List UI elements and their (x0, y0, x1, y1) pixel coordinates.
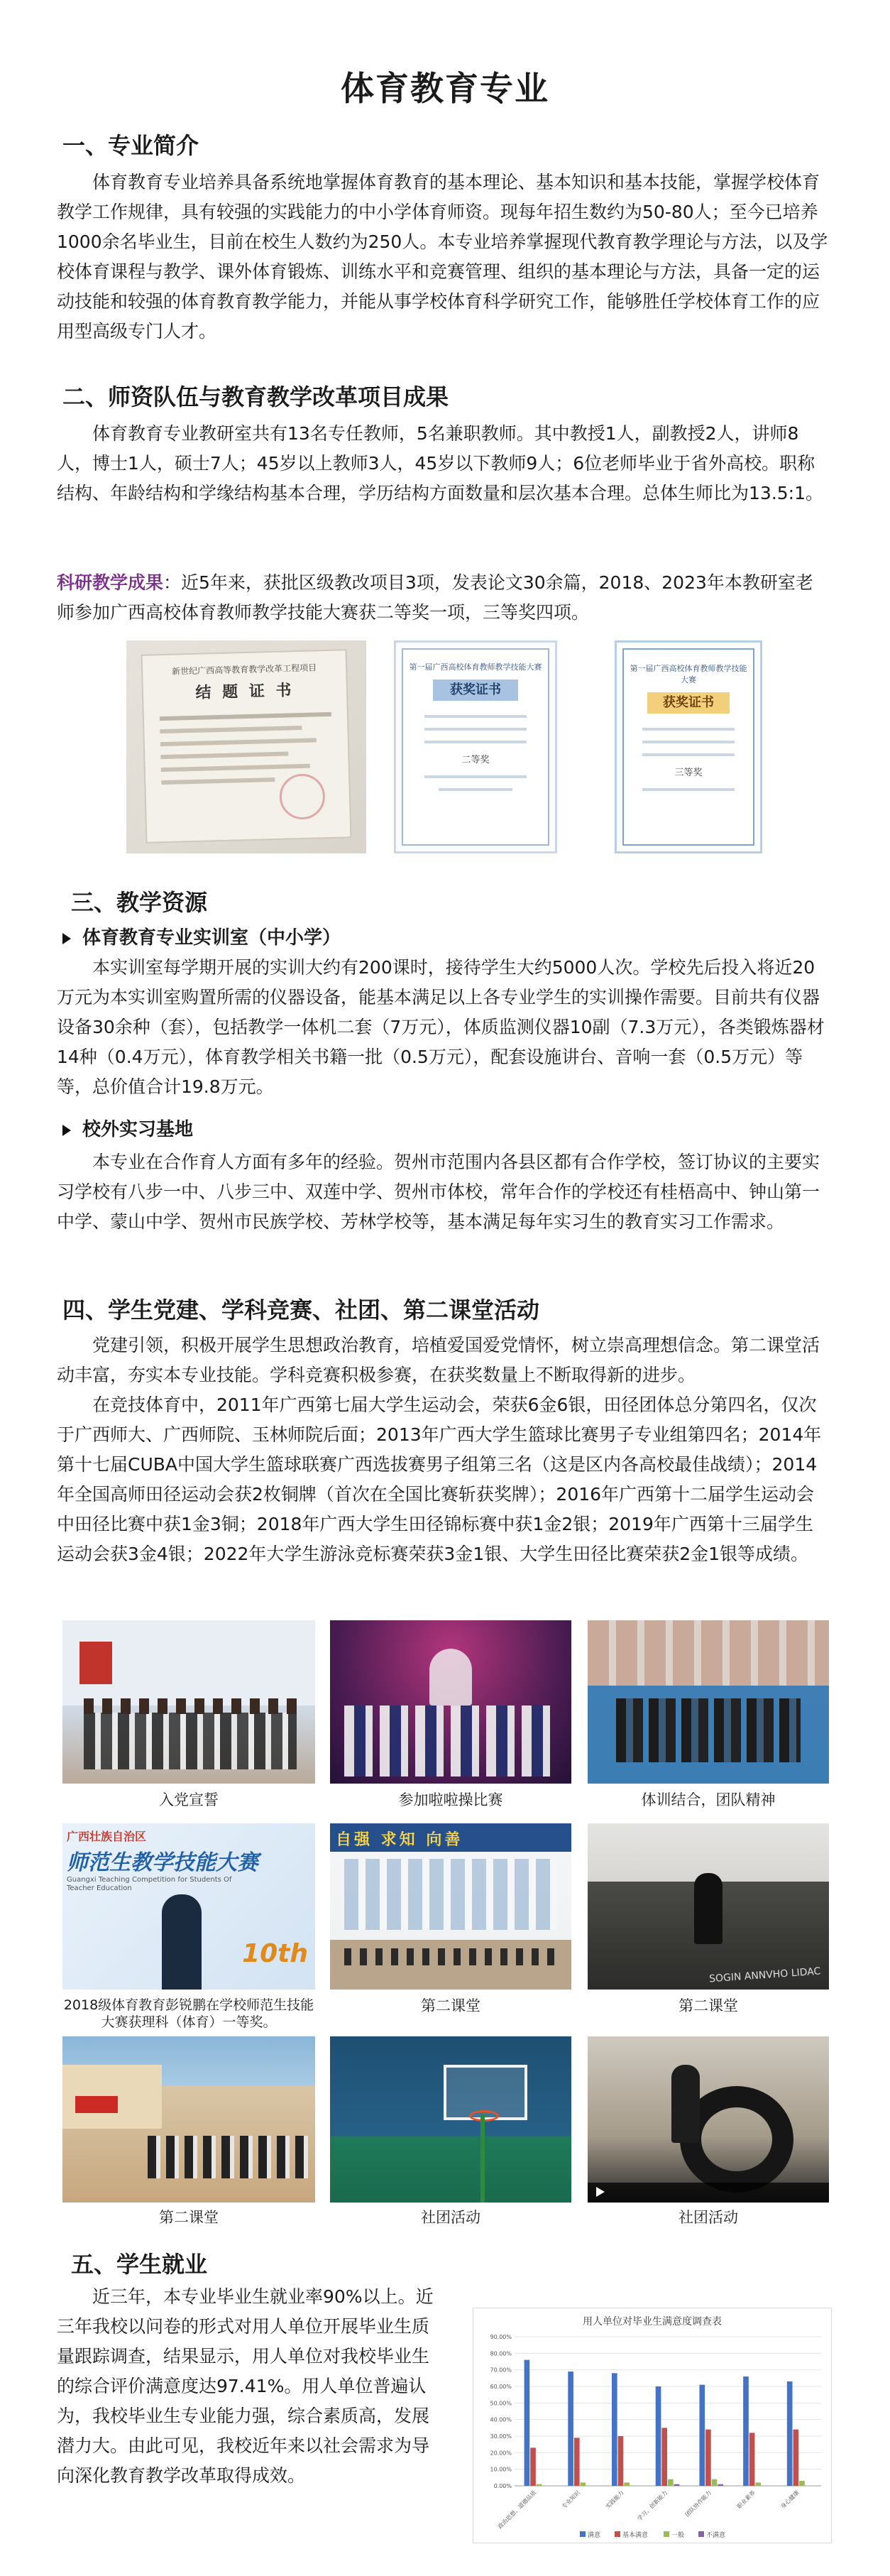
certificate-2-prize: 二等奖 (461, 755, 490, 765)
certificate-2-title: 获奖证书 (433, 680, 518, 701)
research-achievements (57, 568, 830, 628)
chart-legend-swatch (615, 2531, 620, 2537)
certificate-photo-second-prize (394, 640, 557, 853)
subsection-training-room-label: 体育教育专业实训室（中小学） (82, 927, 341, 949)
photo-caption: 第二课堂 (679, 1997, 738, 2014)
photo-team-training (588, 1620, 829, 1784)
photo-caption: 体训结合，团队精神 (641, 1791, 776, 1808)
chart-legend-swatch (698, 2531, 704, 2537)
chart-y-tick-label: 20.00% (490, 2450, 512, 2457)
chart-bar (524, 2360, 530, 2486)
certificate-photo-completion (126, 640, 366, 853)
banner-line-2: 师范生教学技能大赛 (67, 1850, 258, 1875)
chart-y-tick-label: 70.00% (490, 2367, 512, 2374)
section-4-paragraph-1: 党建引领，积极开展学生思想政治教育，培植爱国爱党情怀，树立崇高理想信念。第二课堂活动丰富，夯实本专业技能。学科竞赛积极参赛，在获奖数量上不断取得新的进步。 (57, 1335, 820, 1385)
training-room-paragraph: 本实训室每学期开展的实训大约有200课时，接待学生大约5000人次。学校先后投入将近20万元为本实训室购置所需的仪器设备，能基本满足以上各专业学生的实训操作需要。目前共有仪器设备30余种（套），包括教学一体机二套（7万元），体质监测仪器10副（7.3万元），各类锻炼器材14种（0.4万元），体育教学相关书籍一批（0.5万元），配套设施讲台、音响一套（0.5万元）等等，总价值合计19.8万元。 (57, 957, 825, 1097)
section-5-heading: 五、学生就业 (71, 2251, 208, 2278)
chart-legend-label: 满意 (588, 2532, 601, 2539)
chart-bar (699, 2385, 705, 2486)
red-seal-icon (279, 773, 326, 820)
chart-x-tick-label: 实践能力 (604, 2489, 625, 2511)
research-text: ：近5年来，获批区级教改项目3项，发表论文30余篇，2018、2023年本教研室老师参加广西高校体育教师教学技能大赛获二等奖一项，三等奖四项。 (57, 572, 813, 623)
chart-legend-swatch (664, 2531, 669, 2537)
section-5-paragraph: 近三年，本专业毕业生就业率90%以上。近三年我校以问卷的形式对用人单位开展毕业生质量跟踪调查，结果显示，用人单位对我校毕业生的综合评价满意度达97.41%。用人单位普遍认为，我校毕业生专业能力强，综合素质高，发展潜力大。由此可见，我校近年来以社会需求为导向深化教育教学改革取得成效。 (57, 2286, 434, 2486)
chart-plot (473, 2308, 831, 2543)
chart-y-tick-label: 30.00% (490, 2433, 512, 2440)
chart-bar (581, 2482, 586, 2486)
photo-outdoor-class (62, 2036, 315, 2203)
chart-y-tick-label: 90.00% (490, 2334, 512, 2340)
chart-bar (661, 2428, 667, 2486)
photo-night-training (588, 1823, 829, 1990)
chart-x-tick-label: 学习、创新能力 (636, 2489, 669, 2523)
chart-x-tick-label: 身心健康 (779, 2489, 801, 2511)
satisfaction-chart (473, 2308, 832, 2543)
section-2-paragraph: 体育教育专业教研室共有13名专任教师，5名兼职教师。其中教授1人，副教授2人，讲师8人，博士1人，硕士7人；45岁以上教师3人，45岁以下教师9人；6位老师毕业于省外高校。职称结构、年龄结构和学缘结构基本合理，学历结构方面数量和层次基本合理。总体生师比为13.5:1。 (57, 423, 823, 503)
chart-bar (718, 2484, 723, 2486)
certificate-1-header: 新世纪广西高等教育教学改革工程项目 (172, 662, 317, 677)
chart-x-tick-label: 专业知识 (560, 2489, 581, 2511)
chart-bar (799, 2481, 805, 2486)
subsection-training-room (62, 923, 341, 949)
chart-bar (574, 2438, 580, 2486)
page-title: 体育教育专业 (341, 70, 549, 109)
chart-y-tick-label: 40.00% (490, 2416, 512, 2423)
photo-teaching-competition (62, 1823, 315, 1990)
chart-bar (712, 2479, 718, 2486)
triangle-bullet-icon (62, 1125, 71, 1136)
chart-bar (612, 2373, 617, 2486)
photo-caption: 2018级体育教育彭锐鹏在学校师范生技能大赛获理科（体育）一等奖。 (63, 1997, 314, 2030)
chart-bar (618, 2436, 624, 2486)
chart-bar (705, 2430, 711, 2486)
subsection-practice-base-label: 校外实习基地 (82, 1119, 194, 1140)
chart-legend-swatch (580, 2531, 586, 2537)
photo-caption: 参加啦啦操比赛 (398, 1791, 503, 1808)
photo-caption: 入党宣誓 (159, 1791, 219, 1808)
certificate-1-title: 结 题 证 书 (195, 682, 295, 702)
chart-x-tick-label: 政治思想、道德品质 (496, 2489, 538, 2531)
chart-x-tick-label: 职业素养 (735, 2489, 757, 2511)
chart-legend-label: 基本满意 (622, 2532, 649, 2539)
photo-caption: 第二课堂 (421, 1997, 480, 2014)
section-1-paragraph: 体育教育专业培养具备系统地掌握体育教育的基本理论、基本知识和基本技能，掌握学校体育教学工作规律，具有较强的实践能力的中小学体育师资。现每年招生数约为50-80人；至今已培养1000余名毕业生，目前在校生人数约为250人。本专业培养掌握现代教育教学理论与方法，以及学校体育课程与教学、课外体育锻炼、训练水平和竞赛管理、组织的基本理论与方法，具备一定的运动技能和较强的体育教育教学能力，并能从事学校体育科学研究工作，能够胜任学校体育工作的应用型高级专门人才。 (57, 172, 828, 342)
triangle-bullet-icon (62, 933, 71, 944)
photo-cheerleading (330, 1620, 571, 1784)
banner-line-1: 广西壮族自治区 (67, 1830, 147, 1843)
chart-bar (624, 2482, 630, 2486)
chart-x-tick-label: 团队协作能力 (683, 2489, 713, 2518)
chart-title: 用人单位对毕业生满意度调查表 (583, 2316, 722, 2327)
practice-base-paragraph: 本专业在合作育人方面有多年的经验。贺州市范围内各县区都有合作学校，签订协议的主要实习学校有八步一中、八步三中、双莲中学、贺州市体校，常年合作的学校还有桂梧高中、钟山第一中学、蒙山中学、贺州市民族学校、芳林学校等，基本满足每年实习生的教育实习工作需求。 (57, 1152, 820, 1232)
section-4-paragraph-2: 在竞技体育中，2011年广西第七届大学生运动会，荣获6金6银，田径团体总分第四名，仅次于广西师大、广西师院、玉林师院后面；2013年广西大学生篮球比赛男子专业组第四名；2014年第十七届CUBA中国大学生篮球联赛广西选拔赛男子组第三名（这是区内各高校最佳战绩）；2014年全国高师田径运动会获2枚铜牌（首次在全国比赛斩获奖牌）；2016年广西第十二届学生运动会中田径比赛中获1金3铜；2018年广西大学生田径锦标赛中获1金2银；2019年广西第十三届学生运动会获3金4银；2022年大学生游泳竞标赛荣获3金1银、大学生田径比赛荣获2金1银等成绩。 (57, 1395, 822, 1564)
chart-bar (668, 2479, 674, 2486)
photo-caption: 第二课堂 (159, 2209, 219, 2226)
chart-bar (537, 2484, 542, 2486)
chart-bar (793, 2430, 799, 2486)
photo-party-oath (62, 1620, 315, 1784)
certificate-3-prize: 三等奖 (674, 768, 703, 778)
photo-caption: 社团活动 (421, 2209, 480, 2226)
photo-campus-exercise (330, 1823, 571, 1990)
photo-tire-flip-club (588, 2036, 829, 2203)
chart-bar (568, 2372, 573, 2486)
subsection-practice-base (62, 1115, 193, 1141)
chart-y-tick-label: 50.00% (490, 2400, 512, 2407)
photo-watermark: SOGIN ANNVHO LIDAC (708, 1965, 821, 1985)
chart-bar (530, 2447, 536, 2486)
chart-bar (743, 2376, 749, 2486)
banner-line-3: Guangxi Teaching Competition for Students Of Teacher Education (67, 1876, 232, 1892)
play-icon (596, 2187, 605, 2197)
certificate-3-title: 获奖证书 (647, 692, 730, 714)
chart-y-tick-label: 0.00% (493, 2483, 512, 2489)
chart-legend-label: 不满意 (706, 2532, 726, 2539)
banner-year: 10th (242, 1939, 308, 1968)
chart-bar (755, 2482, 761, 2486)
research-label: 科研教学成果 (57, 572, 164, 593)
chart-bar (656, 2386, 661, 2486)
certificate-3-header: 第一届广西高校体育教师教学技能大赛 (630, 664, 747, 684)
photo-caption: 社团活动 (679, 2209, 738, 2226)
section-1-heading: 一、专业简介 (62, 132, 199, 159)
certificate-photo-third-prize (615, 640, 762, 853)
section-4-heading: 四、学生党建、学科竞赛、社团、第二课堂活动 (62, 1297, 540, 1324)
chart-bar (749, 2433, 755, 2486)
section-3-heading: 三、教学资源 (71, 889, 208, 916)
chart-y-tick-label: 10.00% (490, 2466, 512, 2473)
certificate-2-header: 第一届广西高校体育教师教学技能大赛 (409, 662, 542, 672)
chart-bar (674, 2484, 680, 2486)
chart-bar (787, 2381, 793, 2486)
chart-y-tick-label: 80.00% (490, 2350, 512, 2357)
chart-y-tick-label: 60.00% (490, 2384, 512, 2390)
chart-legend-label: 一般 (671, 2532, 685, 2539)
photo-basketball-club (330, 2036, 571, 2203)
building-slogan: 自强 求知 向善 (336, 1831, 463, 1849)
section-2-heading: 二、师资队伍与教育教学改革项目成果 (62, 383, 449, 410)
